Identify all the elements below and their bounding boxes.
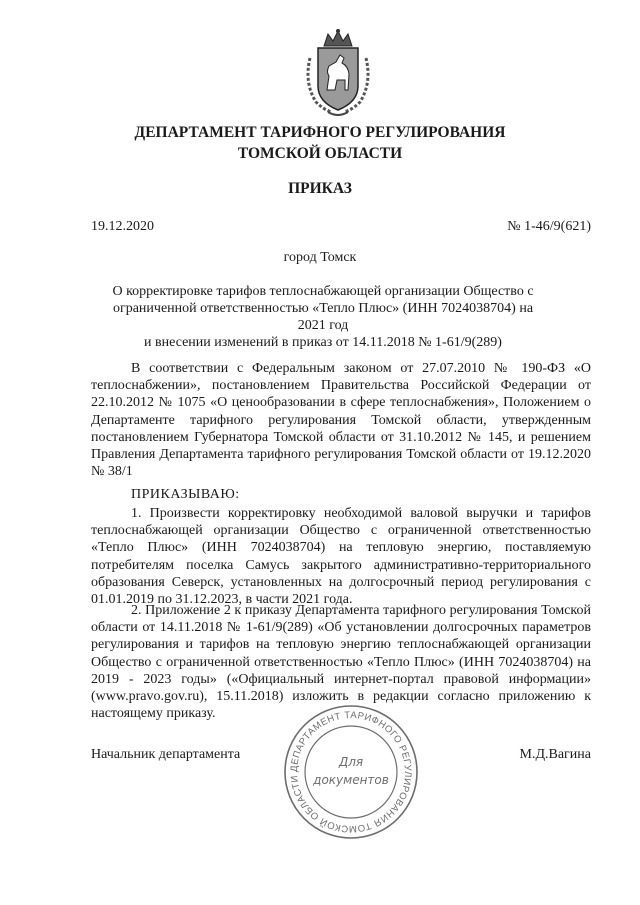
order-item-2-text: 2. Приложение 2 к приказу Департамента тарифного регулирования Томской области от 14.11.2018 № 1-61/9(289) «Об установлении долгосрочных параметров регулирования и тарифов на тепловую энергию теплоснабжающей организации Общество с ограниченной ответственностью «Тепло Плюс» (ИНН 7024038704) на 2019 - 2023 годы» («Официальный интернет-портал правовой информации» (www.pravo.gov.ru), 15.11.2018) изложить в редакции согласно приложению к настоящему приказу. [91, 603, 591, 722]
stamp-ring-text: ДЕПАРТАМЕНТ ТАРИФНОГО РЕГУЛИРОВАНИЯ ТОМСКОЙ ОБЛАСТИ [288, 709, 414, 835]
subject-line2: ограниченной ответственностью «Тепло Плюс» (ИНН 7024038704) на 2021 год [112, 301, 534, 333]
signatory-title: Начальник департамента [91, 747, 241, 762]
signatory-name: М.Д.Вагина [519, 747, 591, 762]
subject-line1: О корректировке тарифов теплоснабжающей организации Общество с [112, 284, 534, 299]
department-name [0, 122, 640, 164]
order-date: 19.12.2020 [91, 219, 154, 234]
city: город Томск [283, 250, 357, 265]
subject-line3: и внесении изменений в приказ от 14.11.2018 № 1-61/9(289) [144, 335, 502, 350]
order-word: ПРИКАЗЫВАЮ: [131, 487, 240, 502]
coat-of-arms-icon [302, 28, 374, 116]
stamp-center-line1: Для [338, 755, 364, 769]
document-type: ПРИКАЗ [288, 180, 352, 197]
department-name-line2: ТОМСКОЙ ОБЛАСТИ [237, 145, 403, 162]
order-subject [100, 283, 546, 351]
official-stamp [282, 703, 420, 841]
preamble-text: В соответствии с Федеральным законом от 27.07.2010 № 190-ФЗ «О теплоснабжении», постановлением Правительства Российской Федерации от 22.10.2012 № 1075 «О ценообразовании в сфере теплоснабжения», Положением о Департаменте тарифного регулирования Томской области, утвержденным постановлением Губернатора Томской области от 31.10.2012 № 145, и решением Правления Департамента тарифного регулирования Томской области от 19.12.2020 № 38/1 [91, 361, 591, 480]
order-item-1-text: 1. Произвести корректировку необходимой валовой выручки и тарифов теплоснабжающей организации Общество с ограниченной ответственностью «Тепло Плюс» (ИНН 7024038704) на тепловую энергию, поставляемую потребителям поселка Самусь закрытого административно-территориального образования Северск, установленных на долгосрочный период регулирования с 01.01.2019 по 31.12.2023, в части 2021 года. [91, 506, 591, 608]
stamp-center-line2: документов [313, 773, 389, 787]
preamble-paragraph [91, 360, 591, 480]
order-item-1 [91, 505, 591, 608]
order-number: № 1-46/9(621) [507, 219, 591, 234]
department-name-line1: ДЕПАРТАМЕНТ ТАРИФНОГО РЕГУЛИРОВАНИЯ [134, 124, 506, 141]
